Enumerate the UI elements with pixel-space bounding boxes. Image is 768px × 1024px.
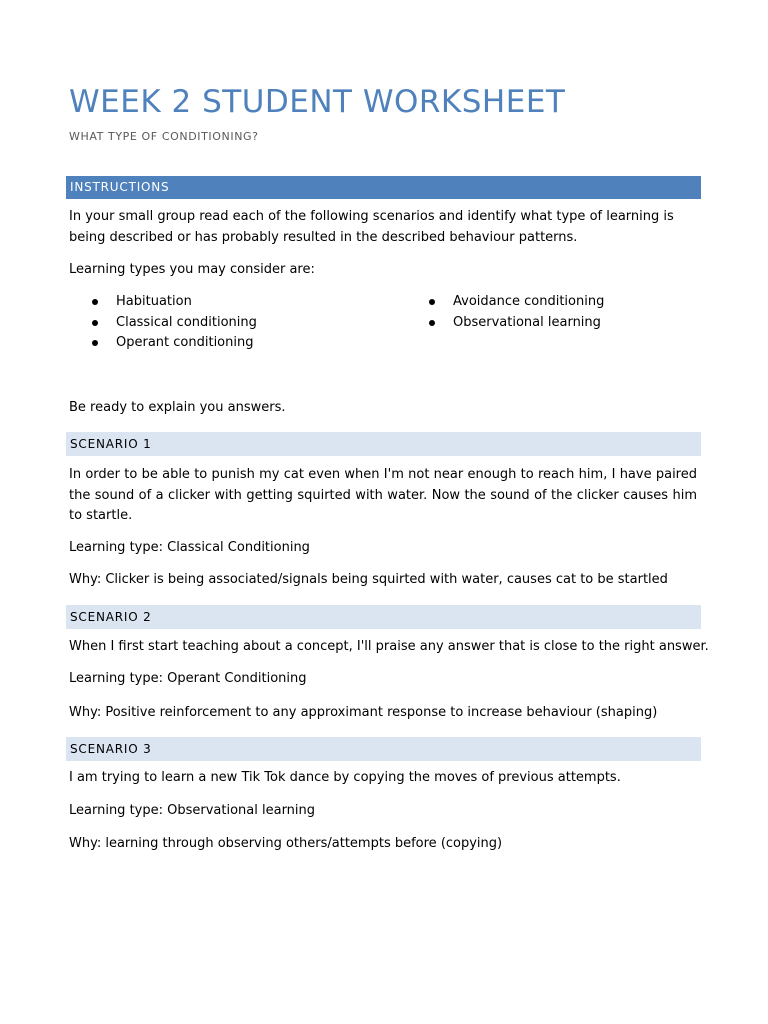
- instructions-intro: In your small group read each of the following scenarios and identify what type of learning is being described or has probably resulted in the described behaviour patterns.: [69, 209, 674, 245]
- list-item-label: Habituation: [116, 294, 192, 309]
- list-item-label: Operant conditioning: [116, 335, 254, 350]
- scenario-1-learning-type: Learning type: Classical Conditioning: [69, 540, 310, 555]
- page-title: WEEK 2 STUDENT WORKSHEET: [69, 84, 566, 120]
- scenario-3-text: I am trying to learn a new Tik Tok dance by copying the moves of previous attempts.: [69, 770, 621, 785]
- bullet-icon: [429, 299, 435, 305]
- scenario-2-learning-type: Learning type: Operant Conditioning: [69, 671, 307, 686]
- list-item-label: Avoidance conditioning: [453, 294, 605, 309]
- scenario-3-heading: SCENARIO 3: [66, 737, 701, 761]
- bullet-icon: [92, 299, 98, 305]
- scenario-3-why: Why: learning through observing others/attempts before (copying): [69, 836, 503, 851]
- learning-types-list-left: [92, 292, 257, 354]
- learning-types-lead: Learning types you may consider are:: [69, 262, 315, 277]
- list-item-label: Classical conditioning: [116, 314, 257, 330]
- scenario-2-text: When I first start teaching about a concept, I'll praise any answer that is close to the right answer.: [69, 639, 709, 654]
- instructions-heading: INSTRUCTIONS: [66, 176, 701, 199]
- list-item: [429, 313, 604, 334]
- page-subtitle: WHAT TYPE OF CONDITIONING?: [69, 130, 259, 143]
- list-item: [92, 292, 257, 313]
- list-item: [92, 333, 257, 354]
- scenario-2-heading: SCENARIO 2: [66, 605, 701, 629]
- bullet-icon: [92, 340, 98, 346]
- scenario-1-heading: SCENARIO 1: [66, 432, 701, 456]
- scenario-1-why: Why: Clicker is being associated/signals being squirted with water, causes cat to be startled: [69, 572, 668, 587]
- list-item: [92, 313, 257, 334]
- learning-types-list-right: [429, 292, 604, 333]
- bullet-icon: [92, 320, 98, 326]
- scenario-2-why: Why: Positive reinforcement to any approximant response to increase behaviour (shaping): [69, 705, 658, 720]
- list-item-label: Observational learning: [453, 314, 601, 330]
- instructions-closing: Be ready to explain you answers.: [69, 400, 286, 415]
- scenario-3-learning-type: Learning type: Observational learning: [69, 803, 316, 818]
- scenario-1-text: In order to be able to punish my cat even when I'm not near enough to reach him, I have paired the sound of a clicker with getting squirted with water. Now the sound of the clicker causes him to startle.: [69, 467, 697, 523]
- list-item: [429, 292, 604, 313]
- bullet-icon: [429, 320, 435, 326]
